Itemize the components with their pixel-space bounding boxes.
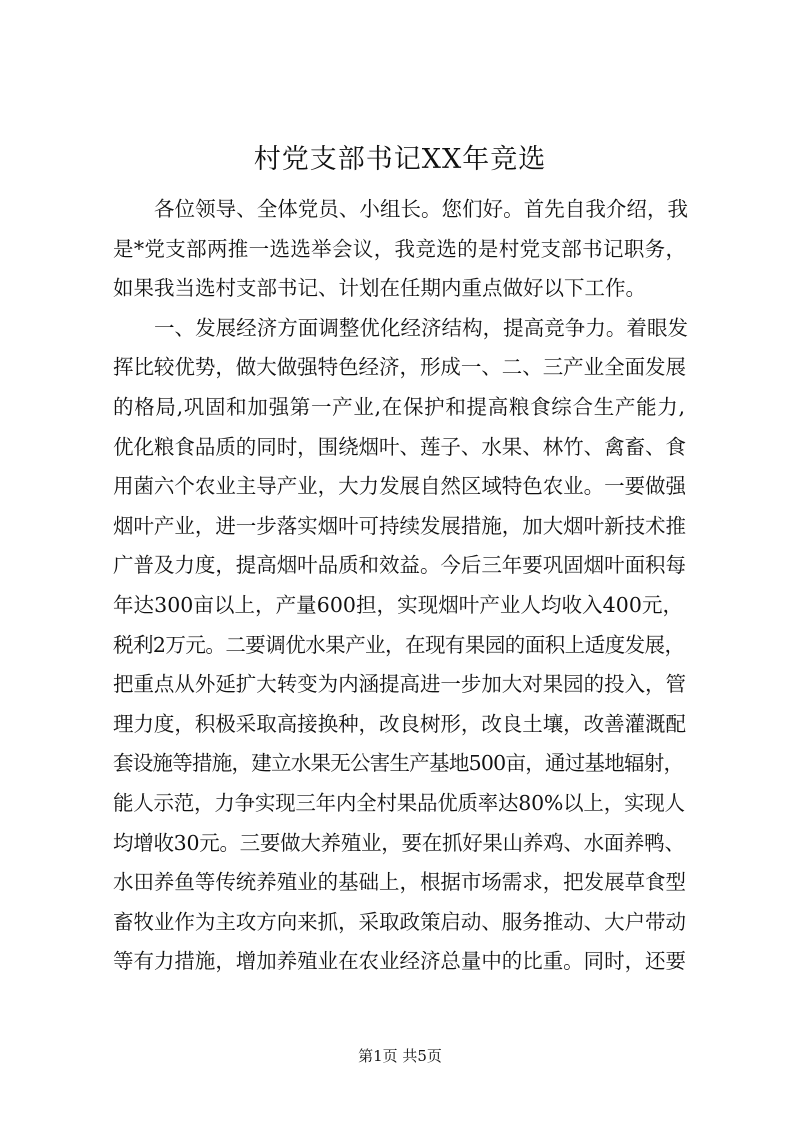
text-line — [113, 705, 713, 745]
text-line-content: 优化粮食品质的同时，围绕烟叶、莲子、水果、林竹、禽畜、食 — [113, 434, 686, 459]
text-line-content: 用菌六个农业主导产业，大力发展自然区域特色农业。一要做强 — [113, 474, 686, 499]
text-line — [113, 665, 713, 705]
text-line — [113, 269, 713, 309]
text-line — [113, 309, 713, 349]
text-line — [113, 744, 713, 784]
text-line — [113, 626, 713, 666]
text-line-content: 广普及力度，提高烟叶品质和效益。今后三年要巩固烟叶面积每 — [113, 553, 686, 578]
text-line-content: 各位领导、全体党员、小组长。您们好。首先自我介绍，我 — [154, 197, 689, 221]
text-line — [113, 507, 713, 547]
text-line — [113, 190, 713, 230]
text-line-content: 是*党支部两推一选选举会议，我竞选的是村党支部书记职务， — [113, 236, 687, 261]
text-line — [113, 428, 713, 468]
text-line — [113, 784, 713, 824]
text-line-content: 把重点从外延扩大转变为内涵提高进一步加大对果园的投入，管 — [113, 672, 686, 697]
page-footer: 第1页 共5页 — [358, 1047, 442, 1065]
text-line — [113, 230, 713, 270]
text-line — [113, 388, 713, 428]
text-line — [113, 863, 713, 903]
text-line-content: 的格局,巩固和加强第一产业,在保护和提高粮食综合生产能力, — [113, 394, 686, 419]
text-line-content: 如果我当选村支部书记、计划在任期内重点做好以下工作。 — [113, 276, 646, 301]
text-line-content: 年达300亩以上，产量600担，实现烟叶产业人均收入400元， — [113, 592, 684, 617]
page-title: 村党支部书记XX年竞选 — [253, 144, 547, 175]
text-line — [113, 824, 713, 864]
text-line — [113, 942, 713, 982]
text-line — [113, 546, 713, 586]
text-line-content: 等有力措施，增加养殖业在农业经济总量中的比重。同时，还要 — [113, 949, 686, 974]
text-line-content: 理力度，积极采取高接换种，改良树形，改良土壤，改善灌溉配 — [113, 711, 686, 736]
text-line — [113, 348, 713, 388]
text-line-content: 烟叶产业，进一步落实烟叶可持续发展措施，加大烟叶新技术推 — [113, 513, 686, 538]
text-line-content: 水田养鱼等传统养殖业的基础上，根据市场需求，把发展草食型 — [113, 870, 686, 895]
document-body — [113, 190, 713, 982]
text-line-content: 能人示范，力争实现三年内全村果品优质率达80%以上，实现人 — [113, 790, 685, 815]
text-line — [113, 467, 713, 507]
text-line-content: 税利2万元。二要调优水果产业，在现有果园的面积上适度发展， — [113, 632, 685, 657]
text-line-content: 畜牧业作为主攻方向来抓，采取政策启动、服务推动、大户带动 — [113, 909, 686, 934]
text-line-content: 套设施等措施，建立水果无公害生产基地500亩，通过基地辐射， — [113, 751, 684, 776]
text-line-content: 均增收30元。三要做大养殖业，要在抓好果山养鸡、水面养鸭、 — [113, 830, 685, 855]
text-line-content: 挥比较优势，做大做强特色经济，形成一、二、三产业全面发展 — [113, 355, 686, 380]
text-line-content: 一、发展经济方面调整优化经济结构，提高竞争力。着眼发 — [154, 315, 689, 340]
text-line — [113, 586, 713, 626]
text-line — [113, 903, 713, 943]
